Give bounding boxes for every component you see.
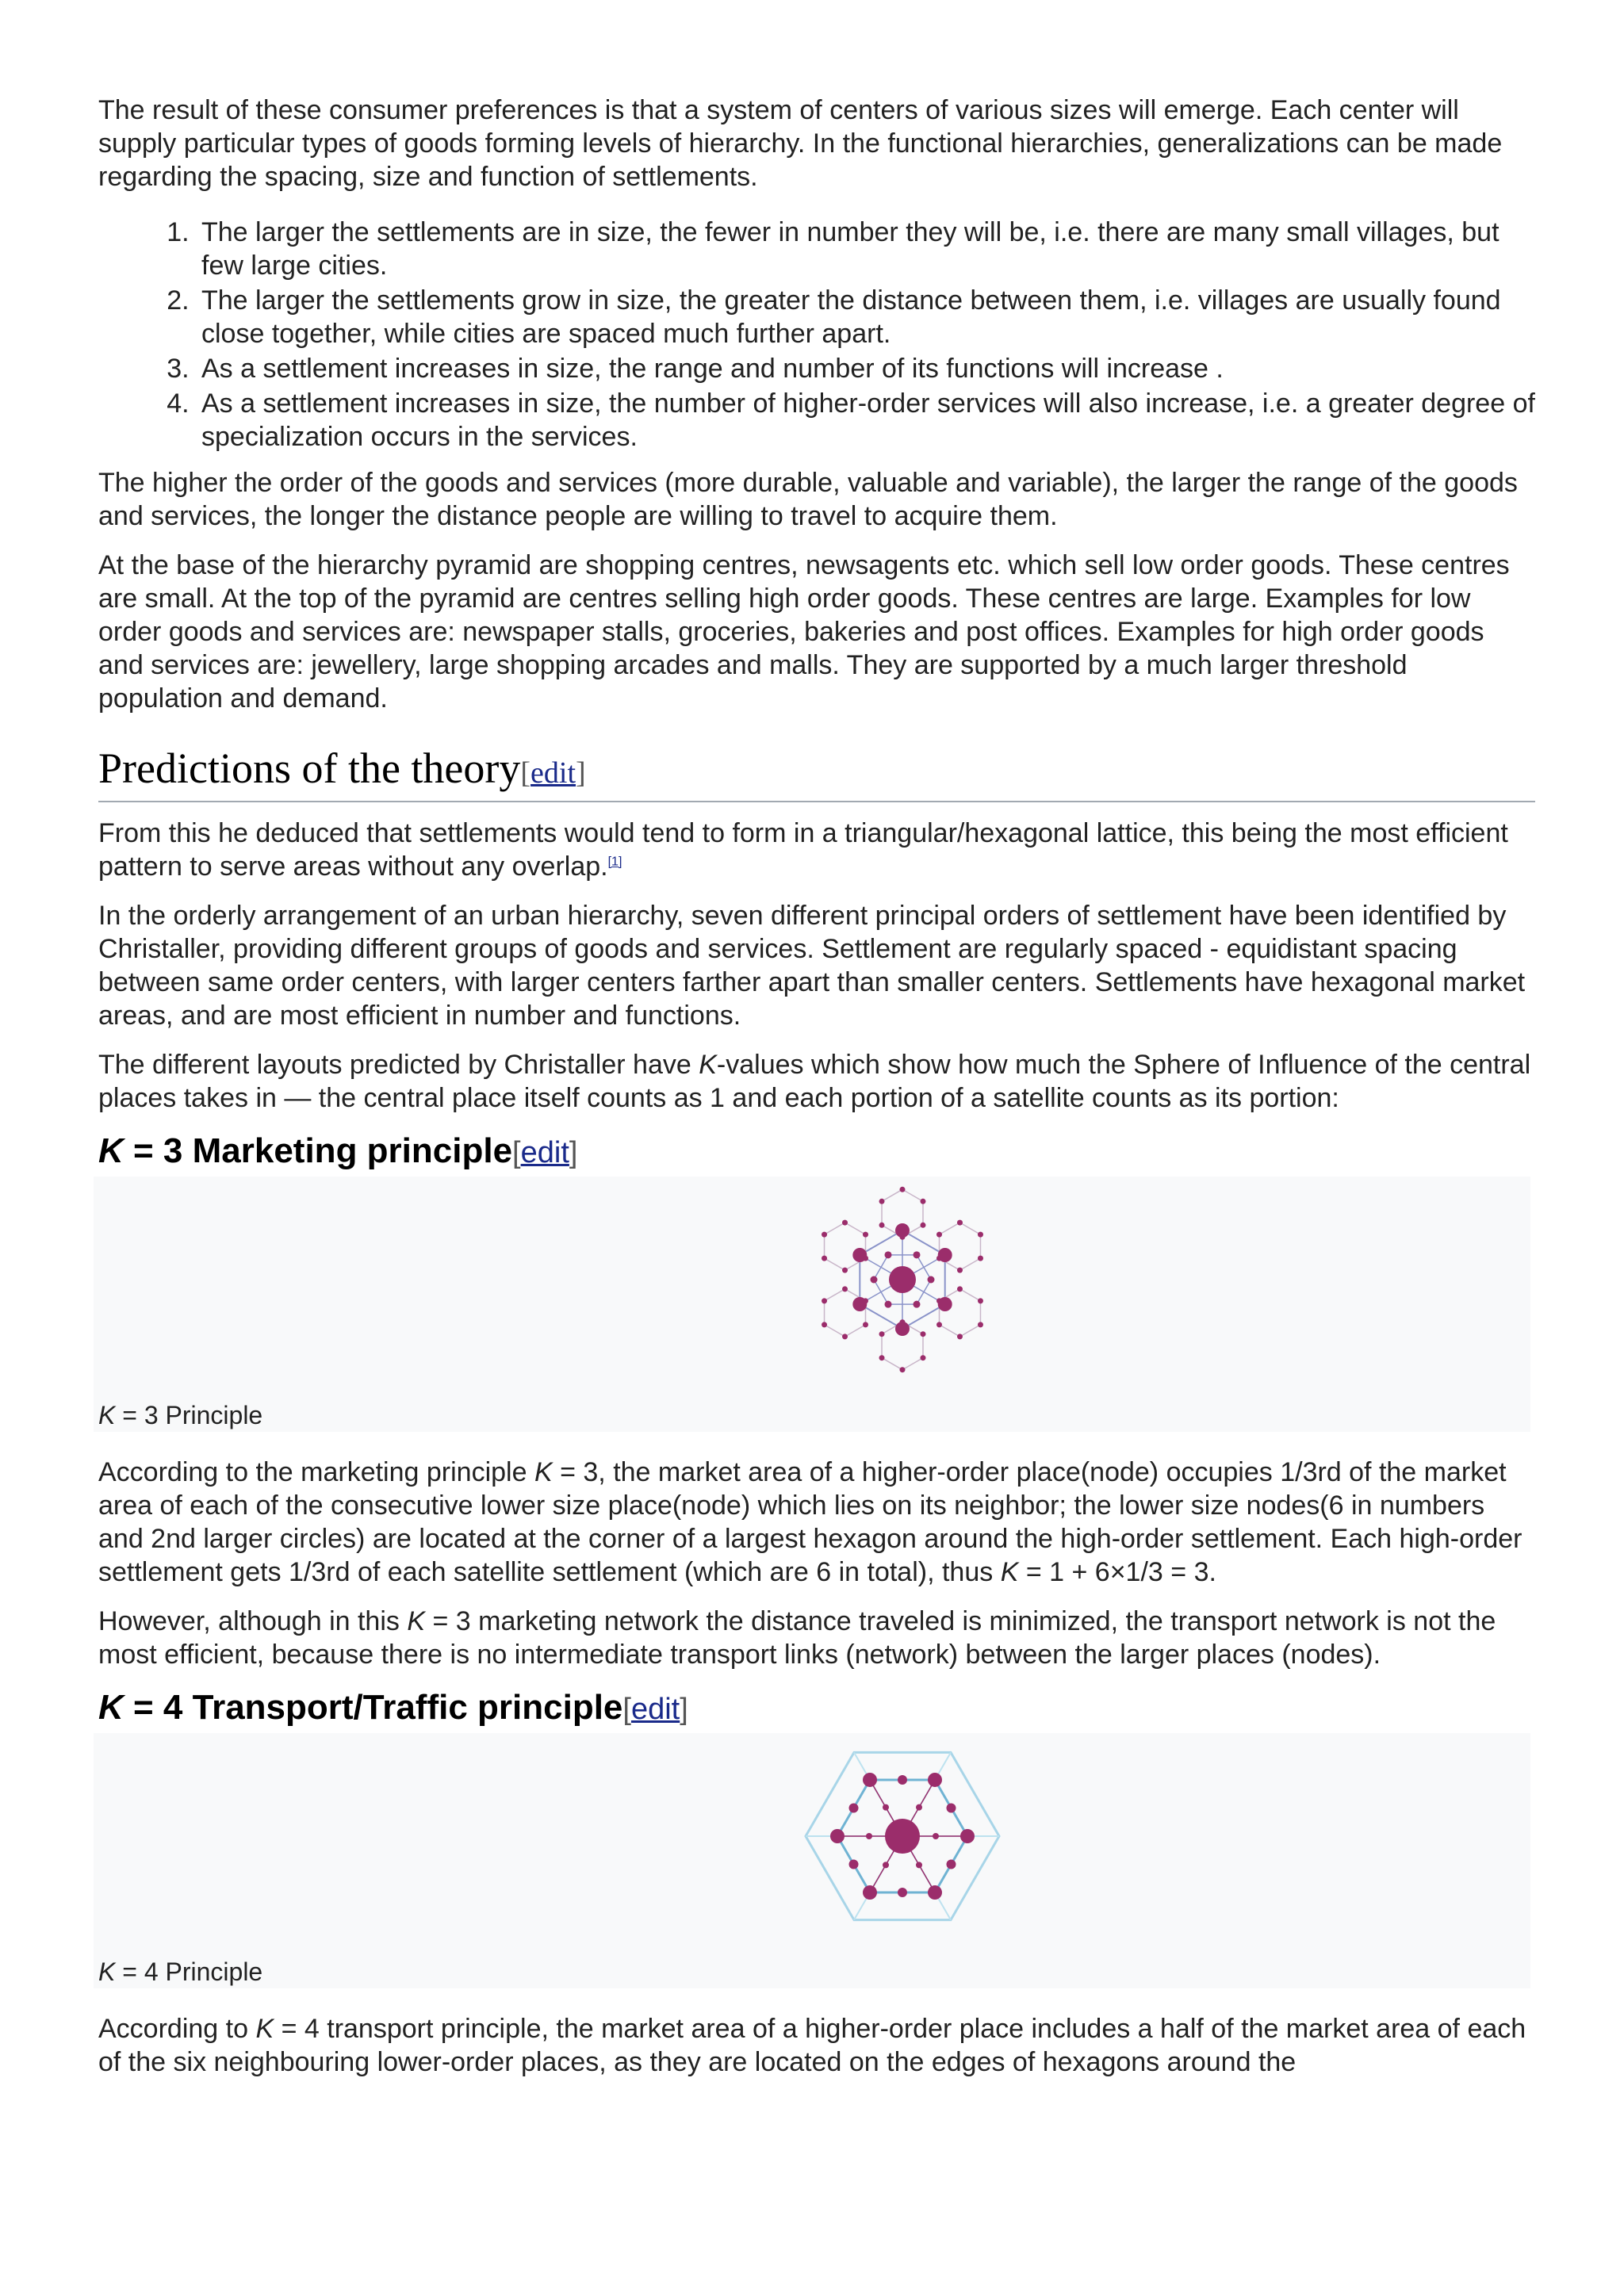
predictions-paragraph-3 xyxy=(98,1048,1535,1115)
figure-caption xyxy=(98,1957,262,1987)
lower-order-node xyxy=(978,1232,983,1238)
middle-order-node xyxy=(898,1775,907,1785)
text-run: According to the marketing principle xyxy=(98,1457,534,1487)
paragraph-text: From this he deduced that settlements would tend to form in a triangular/hexagonal lattice, this being the most efficient pattern to serve areas without any overlap. xyxy=(98,818,1508,882)
hierarchy-list xyxy=(98,216,1535,453)
middle-order-node xyxy=(871,1276,878,1284)
lower-order-node xyxy=(822,1322,827,1327)
lower-order-node xyxy=(920,1199,925,1204)
k-symbol: K xyxy=(534,1457,553,1487)
middle-order-node xyxy=(914,1251,921,1258)
predictions-paragraph-1 xyxy=(98,817,1535,883)
middle-order-node xyxy=(946,1860,956,1869)
lower-order-node xyxy=(879,1355,885,1360)
k-symbol: K xyxy=(407,1606,426,1636)
caption-text: = 4 Principle xyxy=(115,1957,263,1986)
lower-order-node xyxy=(866,1833,872,1839)
article-content xyxy=(98,94,1535,2095)
middle-order-node xyxy=(885,1251,892,1258)
satellite-node xyxy=(938,1297,952,1311)
satellite-node xyxy=(895,1223,910,1238)
lower-order-node xyxy=(957,1334,963,1339)
k3-paragraph-2 xyxy=(98,1605,1535,1671)
intro-paragraph-2: The higher the order of the goods and services (more durable, valuable and variable), the larger the range of the goods and services, the longer the distance people are willing to travel to acquire them. xyxy=(98,468,1518,531)
text-run: According to xyxy=(98,2014,256,2044)
lower-order-node xyxy=(842,1334,848,1339)
lower-order-node xyxy=(863,1232,868,1238)
lower-order-node xyxy=(822,1232,827,1238)
list-item: 3. As a settlement increases in size, the range and number of its functions will increase . xyxy=(197,352,1535,385)
k3-paragraph-1 xyxy=(98,1456,1535,1589)
lower-order-node xyxy=(957,1286,963,1292)
lower-order-node xyxy=(936,1322,942,1327)
satellite-node xyxy=(863,1773,877,1787)
k-symbol: K xyxy=(98,1957,116,1986)
lower-order-node xyxy=(920,1223,925,1228)
list-item: 1. The larger the settlements are in size, the fewer in number they will be, i.e. there are many small villages, but few large cities. xyxy=(197,216,1535,282)
middle-order-node xyxy=(849,1860,859,1869)
satellite-node xyxy=(852,1248,867,1262)
section-heading-text: Predictions of the theory xyxy=(98,744,521,792)
k-symbol: K xyxy=(98,1131,124,1170)
figure-caption xyxy=(98,1400,262,1430)
lower-order-node xyxy=(822,1298,827,1303)
middle-order-node xyxy=(928,1276,935,1284)
satellite-node xyxy=(960,1829,975,1843)
section-heading-predictions xyxy=(98,744,1535,802)
lower-order-node xyxy=(936,1232,942,1238)
edit-section-link: [edit] xyxy=(512,1136,578,1169)
lower-order-node xyxy=(920,1355,925,1360)
reference-link[interactable]: [1] xyxy=(607,855,622,869)
reference-marker xyxy=(608,855,622,869)
lower-order-node xyxy=(883,1862,889,1868)
edit-section-link: [edit] xyxy=(520,756,586,790)
lower-order-node xyxy=(978,1322,983,1327)
lower-order-node xyxy=(978,1256,983,1261)
satellite-node xyxy=(938,1248,952,1262)
k-symbol: K xyxy=(255,2014,274,2044)
edit-section-link: [edit] xyxy=(622,1693,688,1726)
subheading-text: = 3 Marketing principle xyxy=(123,1131,513,1170)
subheading-text: = 4 Transport/Traffic principle xyxy=(123,1688,623,1727)
lower-order-node xyxy=(900,1367,906,1372)
satellite-node xyxy=(928,1885,942,1900)
text-run: = 3 marketing network the distance traveled is minimized, the transport network is not the most efficient, because there is no intermediate transport links (network) between the larger places (nodes). xyxy=(98,1606,1496,1670)
central-place-node xyxy=(889,1266,916,1293)
middle-order-node xyxy=(914,1301,921,1308)
predictions-paragraph-2: In the orderly arrangement of an urban hierarchy, seven different principal orders of settlement have been identified by Christaller, providing different groups of goods and services. Settlement are regularly spaced - equidistant spacing between same order centers, with larger centers farther apart than smaller centers. Settlements have hexagonal market areas, and are most efficient in number and functions. xyxy=(98,901,1526,1031)
lower-order-node xyxy=(863,1322,868,1327)
middle-order-node xyxy=(849,1804,859,1813)
k-symbol: K xyxy=(98,1401,116,1429)
lower-order-node xyxy=(879,1331,885,1337)
text-run: The different layouts predicted by Christaller have xyxy=(98,1050,699,1080)
satellite-node xyxy=(928,1773,942,1787)
lower-order-node xyxy=(883,1804,889,1811)
lower-order-node xyxy=(920,1331,925,1337)
lower-order-node xyxy=(900,1187,906,1192)
k3-marketing-diagram xyxy=(799,1177,1005,1383)
middle-order-node xyxy=(946,1804,956,1813)
satellite-node xyxy=(852,1297,867,1311)
lower-order-node xyxy=(842,1268,848,1273)
k4-figure xyxy=(94,1733,1530,1988)
satellite-node xyxy=(895,1322,910,1336)
caption-text: = 3 Principle xyxy=(115,1401,263,1429)
k4-paragraph-1 xyxy=(98,2012,1535,2079)
middle-order-node xyxy=(885,1301,892,1308)
lower-order-node xyxy=(978,1298,983,1303)
text-run: However, although in this xyxy=(98,1606,408,1636)
text-run: -values which show how much the Sphere of Influence of the central places takes in — the central place itself counts as 1 and each portion of a satellite counts as its portion: xyxy=(98,1050,1531,1113)
edit-link[interactable]: edit xyxy=(530,756,576,790)
text-run: = 1 + 6×1/3 = 3. xyxy=(1018,1557,1216,1587)
k-symbol: K xyxy=(1000,1557,1019,1587)
lower-order-node xyxy=(879,1223,885,1228)
lower-order-node xyxy=(842,1286,848,1292)
lower-order-node xyxy=(916,1804,922,1811)
lower-order-node xyxy=(822,1256,827,1261)
intro-paragraph-1: The result of these consumer preferences is that a system of centers of various sizes will emerge. Each center will supply particular types of goods forming levels of hierarchy. In the functional hierarchies, generalizations can be made regarding the spacing, size and function of settlements. xyxy=(98,95,1503,192)
lower-order-node xyxy=(957,1268,963,1273)
subheading-k3-marketing xyxy=(98,1131,1535,1173)
lower-order-node xyxy=(957,1220,963,1226)
text-run: = 3, the market area of a higher-order place(node) occupies 1/3rd of the market area of each of the consecutive lower size place(node) which lies on its neighbor; the lower size nodes(6 in numbers and 2nd larger circles) are located at the corner of a largest hexagon around the high-order settlement. Each high-order settlement gets 1/3rd of each satellite settlement (which are 6 in total), thus xyxy=(98,1457,1522,1587)
satellite-node xyxy=(830,1829,845,1843)
central-place-node xyxy=(885,1819,920,1854)
lower-order-node xyxy=(933,1833,939,1839)
edit-link[interactable]: edit xyxy=(630,1693,680,1726)
lower-order-node xyxy=(842,1220,848,1226)
text-run: = 4 transport principle, the market area of a higher-order place includes a half of the market area of each of the six neighbouring lower-order places, as they are located on the edges of hexagons around the xyxy=(98,2014,1526,2077)
k4-transport-diagram xyxy=(799,1733,1005,1939)
lower-order-node xyxy=(916,1862,922,1868)
list-item: 4. As a settlement increases in size, the number of higher-order services will also increase, i.e. a greater degree of specialization occurs in the services. xyxy=(197,387,1535,453)
edit-link[interactable]: edit xyxy=(520,1136,569,1169)
k3-figure xyxy=(94,1177,1530,1432)
satellite-node xyxy=(863,1885,877,1900)
lower-order-node xyxy=(879,1199,885,1204)
middle-order-node xyxy=(898,1888,907,1897)
subheading-k4-transport xyxy=(98,1687,1535,1730)
k-symbol: K xyxy=(98,1688,124,1727)
list-item: 2. The larger the settlements grow in size, the greater the distance between them, i.e. villages are usually found close together, while cities are spaced much further apart. xyxy=(197,284,1535,350)
intro-paragraph-3: At the base of the hierarchy pyramid are shopping centres, newsagents etc. which sell low order goods. These centres are small. At the top of the pyramid are centres selling high order goods. These centres are large. Examples for low order goods and services are: newspaper stalls, groceries, bakeries and post offices. Examples for high order goods and services are: jewellery, large shopping arcades and malls. They are supported by a much larger threshold population and demand. xyxy=(98,550,1510,714)
k-symbol: K xyxy=(699,1050,717,1080)
